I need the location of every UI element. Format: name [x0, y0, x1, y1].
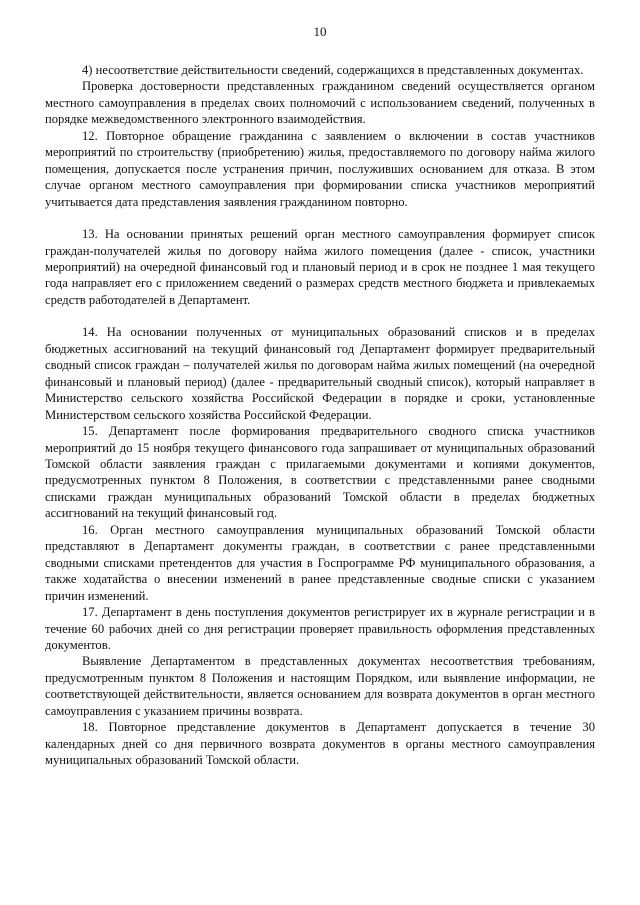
page-number: 10: [313, 24, 327, 39]
document-body: [45, 62, 595, 769]
paragraph-17-identification: Выявление Департаментом в представленных документах несоответствия требованиям, предусмотренным пунктом 8 Положения и настоящим Порядком, или выявление информации, не соответствующей действительности, является основанием для возврата документов в орган местного самоуправления с указанием причины возврата.: [45, 654, 595, 718]
paragraph-12: 12. Повторное обращение гражданина с заявлением о включении в состав участников мероприятий по строительству (приобретению) жилья, предоставляемого по договору найма жилого помещения, допускается после устранения причин, послуживших основанием для отказа. В этом случае органом местного самоуправления при формировании списка участников мероприятий учитывается дата представления заявления гражданином повторно.: [45, 128, 595, 209]
paragraph-18: 18. Повторное представление документов в Департамент допускается в течение 30 календарных дней со дня первичного возврата документов в органы местного самоуправления муниципальных образований Томской области.: [45, 720, 595, 768]
paragraph-item-4: 4) несоответствие действительности сведений, содержащихся в представленных документах.: [82, 63, 584, 77]
paragraph-16: 16. Орган местного самоуправления муниципальных образований Томской области представляют в Департамент документы граждан, в соответствии с ранее представленными сводными списками претендентов для участия в Госпрограмме РФ муниципального образования, а также ходатайства о внесении изменений в ранее представленные сводные списки с указанием причин изменений.: [45, 522, 595, 603]
paragraph-13: 13. На основании принятых решений орган местного самоуправления формирует список граждан-получателей жилья по договору найма жилого помещения (далее - список, участники мероприятий) на очередной финансовый год и плановый период и в срок не позднее 1 мая текущего года направляет его с приложением сведений о размерах средств местного бюджета и привлекаемых средств работодателей в Департамент.: [45, 227, 595, 307]
paragraph-verification: Проверка достоверности представленных гражданином сведений осуществляется органом местного самоуправления в пределах своих полномочий с использованием сведений, полученных в порядке межведомственного электронного взаимодействия.: [45, 79, 595, 127]
paragraph-15: 15. Департамент после формирования предварительного сводного списка участников мероприятий до 15 ноября текущего финансового года запрашивает от муниципальных образований Томской области заявления граждан с прилагаемыми документами и копиями документов, предусмотренных пунктом 8 Положения, в соответствии с представленными ранее сводными списками граждан муниципальных образований Томской области в пределах бюджетных ассигнований на текущий финансовый год.: [45, 424, 595, 521]
paragraph-14: 14. На основании полученных от муниципальных образований списков и в пределах бюджетных ассигнований на текущий финансовый год Департамент формирует предварительный сводный список граждан – получателей жилья по договорам найма жилых помещений (на очередной финансовый и плановый период) (далее - предварительный сводный список), который направляет в Министерство сельского хозяйства Российской Федерации в порядке и сроки, установленные Министерством сельского хозяйства Российской Федерации.: [45, 325, 595, 422]
paragraph-17: 17. Департамент в день поступления документов регистрирует их в журнале регистрации и в течение 60 рабочих дней со дня регистрации проверяет правильность оформления представленных документов.: [45, 605, 595, 652]
